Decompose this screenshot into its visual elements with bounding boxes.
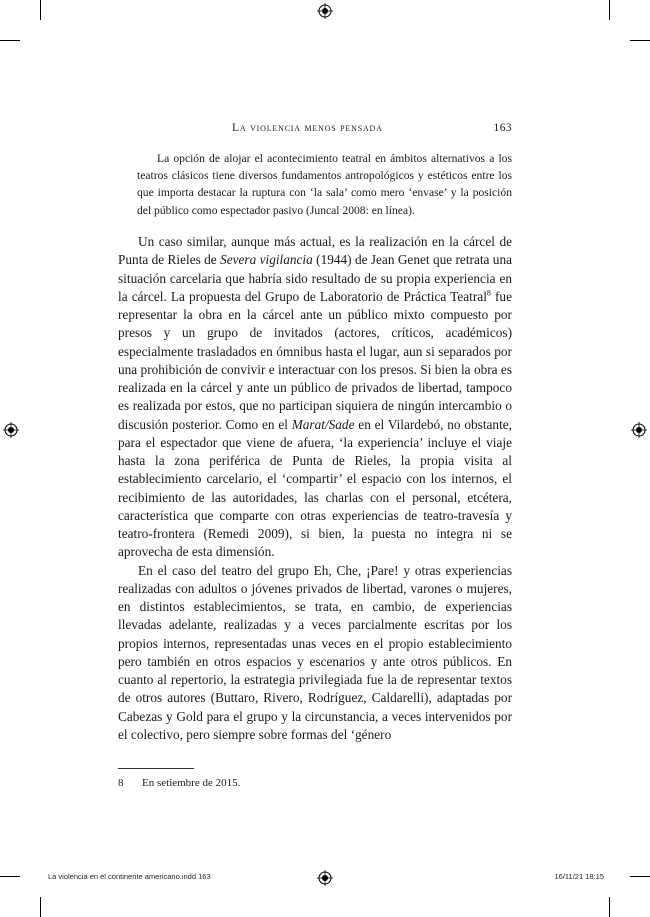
slug-filename: La violencia en el continente americano.indd 163 xyxy=(48,872,211,881)
body-paragraph: En el caso del teatro del grupo Eh, Che, ¡Pare! y otras experiencias realizadas con adultos o jóvenes privados de libertad, varones o mujeres, en distintos establecimientos, se trata, en cambio, de experiencias llevadas adelante, realizadas y a veces parcialmente escritas por los propios internos, representadas unas veces en el propio establecimiento pero también en otros espacios y escenarios y ante otros públicos. En cuanto al repertorio, la estrategia privilegiada fue la de representar textos de otros autores (Buttaro, Rivero, Rodríguez, Caldarelli), adaptadas por Cabezas y Gold para el grupo y la circunstancia, a veces intervenidos por el colectivo, pero siempre sobre formas del ‘género xyxy=(118,562,512,742)
text-run: Un caso similar, aunque más actual, es la realización en la cárcel de Punta de Rieles de xyxy=(118,234,512,268)
footnote-reference: 8 xyxy=(486,288,491,298)
printer-slug xyxy=(48,872,604,884)
crop-mark xyxy=(0,40,20,41)
work-title: Severa vigilancia xyxy=(220,252,313,268)
crop-mark xyxy=(630,40,650,41)
crop-mark xyxy=(40,0,41,20)
crop-mark xyxy=(609,897,610,917)
text-run: (1944) de Jean Genet que retrata una situación carcelaria que habría sido resultado de su propia experiencia en la cárcel. La propuesta del Grupo de Laboratorio de Práctica Teatral xyxy=(118,252,513,304)
crop-mark xyxy=(0,876,20,877)
running-head xyxy=(118,122,512,136)
quote-paragraph: La opción de alojar el acontecimiento teatral en ámbitos alternativos a los teatros clásicos tiene diversos fundamentos antropológicos y estéticos entre los que importa destacar la ruptura con ‘la sala’ como mero ‘envase’ y la posición del público como espectador pasivo (Juncal 2008: en línea). xyxy=(137,152,512,217)
crop-mark xyxy=(630,876,650,877)
footnote xyxy=(118,776,512,790)
registration-mark-icon xyxy=(317,3,333,19)
footnote-text: En setiembre de 2015. xyxy=(142,777,241,789)
registration-mark-icon xyxy=(3,422,19,438)
body-text xyxy=(118,233,512,744)
text-run: fue representar la obra en la cárcel ante un público mixto compuesto por presos y un grupo de invitados (actores, críticos, académicos) especialmente trasladados en ómnibus hasta el lugar, aun si separados por una prohibición de convivir e interactuar con los presos. Si bien la obra es realizada en la cárcel y ante un público de privados de libertad, tampoco es realizada por estos, que no participan siquiera de ningún intercambio o discusión posterior. Como en el xyxy=(118,288,512,432)
work-title: Marat/Sade xyxy=(291,416,355,432)
page-number: 163 xyxy=(493,122,512,134)
crop-mark xyxy=(609,0,610,20)
footnote-number: 8 xyxy=(118,777,124,789)
block-quote xyxy=(137,150,512,219)
registration-mark-icon xyxy=(631,422,647,438)
body-paragraph xyxy=(118,233,512,562)
text-run: en el Vilardebó, no obstante, para el espectador que viene de afuera, ‘la experiencia’ incluye el viaje hasta la zona periférica de Punta de Rieles, la propia visita al establecimiento carcelario, el ‘compartir’ el espacio con los internos, el recibimiento de las autoridades, las charlas con el personal, etcétera, característica que comparte con otras experiencias de teatro-travesía y teatro-frontera (Remedi 2009), si bien, la puesta no integra ni se aprovecha de esta dimensión. xyxy=(118,416,512,560)
running-head-title: La violencia menos pensada xyxy=(232,122,383,134)
footnote-rule xyxy=(118,768,194,769)
crop-mark xyxy=(40,897,41,917)
slug-date: 16/11/21 18:15 xyxy=(554,872,604,881)
